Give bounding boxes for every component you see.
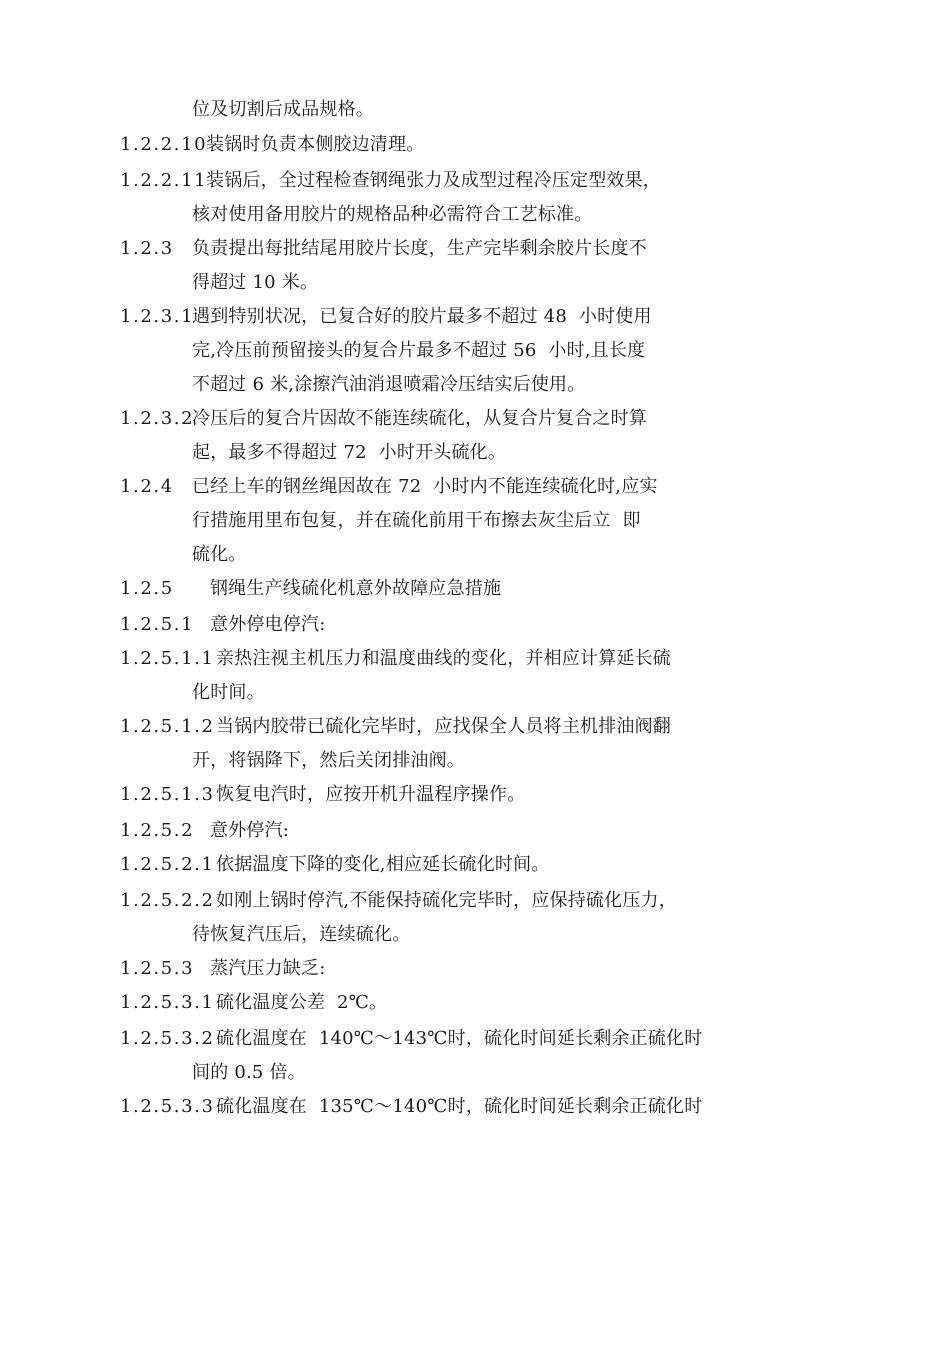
- clause-number: 1.2.5.3: [120, 958, 195, 979]
- clause-number: 1.2.5.3.1: [120, 992, 215, 1013]
- clause-1-2-5-1-2: [120, 715, 671, 739]
- clause-text: 意外停汽:: [210, 820, 290, 841]
- clause-text: 负责提出每批结尾用胶片长度，生产完毕剩余胶片长度不: [192, 238, 647, 259]
- continuation-line: [192, 509, 641, 533]
- clause-text: 依据温度下降的变化,相应延长硫化时间。: [216, 854, 550, 875]
- clause-text: 已经上车的钢丝绳因故在 72 小时内不能连续硫化时,应实: [192, 476, 658, 497]
- clause-1-2-5: [120, 577, 501, 601]
- line-text: 核对使用备用胶片的规格品种必需符合工艺标准。: [192, 204, 593, 225]
- clause-text: 装锅后，全过程检查钢绳张力及成型过程冷压定型效果，: [206, 170, 661, 191]
- clause-text: 恢复电汽时，应按开机升温程序操作。: [216, 784, 526, 805]
- clause-text: 如刚上锅时停汽,不能保持硫化完毕时，应保持硫化压力，: [216, 890, 677, 911]
- clause-number: 1.2.3.2: [120, 408, 195, 429]
- line-text: 起，最多不得超过 72 小时开头硫化。: [192, 442, 507, 463]
- line-text: 行措施用里布包复，并在硫化前用干布擦去灰尘后立 即: [192, 510, 641, 531]
- clause-1-2-3-2: [120, 407, 647, 431]
- clause-1-2-5-1: [120, 613, 325, 637]
- clause-1-2-5-3-2: [120, 1027, 702, 1051]
- clause-1-2-3-1: [120, 305, 652, 329]
- line-text: 开，将锅降下，然后关闭排油阀。: [192, 750, 465, 771]
- continuation-line: [192, 271, 318, 295]
- line-text: 化时间。: [192, 682, 265, 703]
- clause-number: 1.2.5.1.1: [120, 648, 215, 669]
- clause-text: 当锅内胶带已硫化完毕时，应找保全人员将主机排油阀翻: [216, 716, 671, 737]
- continuation-line: [192, 339, 645, 363]
- clause-number: 1.2.5.2.1: [120, 854, 215, 875]
- continuation-line: [192, 1061, 306, 1085]
- line-text: 完,冷压前预留接头的复合片最多不超过 56 小时,且长度: [192, 340, 646, 361]
- clause-text: 钢绳生产线硫化机意外故障应急措施: [210, 578, 502, 599]
- clause-text: 意外停电停汽:: [210, 614, 326, 635]
- clause-1-2-5-2: [120, 819, 289, 843]
- clause-1-2-5-3-1: [120, 991, 387, 1015]
- clause-1-2-5-3-3: [120, 1095, 702, 1119]
- clause-number: 1.2.3: [120, 238, 174, 259]
- continuation-line: [192, 543, 247, 567]
- clause-1-2-5-3: [120, 957, 325, 981]
- continuation-line: [192, 749, 465, 773]
- clause-1-2-5-1-3: [120, 783, 525, 807]
- continuation-line: [192, 681, 265, 705]
- clause-number: 1.2.5: [120, 578, 174, 599]
- continuation-line: [192, 373, 585, 397]
- clause-text: 硫化温度在 140℃～143℃时，硫化时间延长剩余正硫化时: [216, 1028, 703, 1049]
- clause-text: 硫化温度公差 2℃。: [216, 992, 388, 1013]
- clause-text: 遇到特别状况，已复合好的胶片最多不超过 48 小时使用: [192, 306, 652, 327]
- clause-number: 1.2.5.3.3: [120, 1096, 215, 1117]
- continuation-line: [192, 203, 592, 227]
- text-line: [192, 98, 374, 122]
- clause-text: 亲热注视主机压力和温度曲线的变化，并相应计算延长硫: [216, 648, 671, 669]
- clause-number: 1.2.2.10: [120, 134, 208, 155]
- continuation-line: [192, 923, 410, 947]
- clause-number: 1.2.4: [120, 476, 174, 497]
- clause-1-2-2-10: [120, 133, 424, 157]
- line-text: 间的 0.5 倍。: [192, 1062, 306, 1083]
- line-text: 待恢复汽压后，连续硫化。: [192, 924, 411, 945]
- clause-text: 装锅时负责本侧胶边清理。: [206, 134, 425, 155]
- clause-text: 蒸汽压力缺乏:: [210, 958, 326, 979]
- clause-1-2-5-1-1: [120, 647, 671, 671]
- clause-number: 1.2.5.3.2: [120, 1028, 215, 1049]
- clause-1-2-2-11: [120, 169, 661, 193]
- clause-number: 1.2.2.11: [120, 170, 208, 191]
- line-text: 硫化。: [192, 544, 247, 565]
- clause-number: 1.2.5.1.3: [120, 784, 215, 805]
- clause-1-2-5-2-1: [120, 853, 550, 877]
- clause-number: 1.2.3.1: [120, 306, 195, 327]
- line-text: 不超过 6 米,涂擦汽油消退喷霜冷压结实后使用。: [192, 374, 586, 395]
- clause-1-2-4: [120, 475, 658, 499]
- continuation-line: [192, 441, 506, 465]
- clause-number: 1.2.5.2.2: [120, 890, 215, 911]
- clause-text: 冷压后的复合片因故不能连续硫化，从复合片复合之时算: [192, 408, 647, 429]
- clause-number: 1.2.5.1: [120, 614, 195, 635]
- clause-number: 1.2.5.1.2: [120, 716, 215, 737]
- clause-1-2-3: [120, 237, 647, 261]
- clause-number: 1.2.5.2: [120, 820, 195, 841]
- line-text: 位及切割后成品规格。: [192, 99, 374, 120]
- clause-text: 硫化温度在 135℃～140℃时，硫化时间延长剩余正硫化时: [216, 1096, 703, 1117]
- clause-1-2-5-2-2: [120, 889, 677, 913]
- line-text: 得超过 10 米。: [192, 272, 319, 293]
